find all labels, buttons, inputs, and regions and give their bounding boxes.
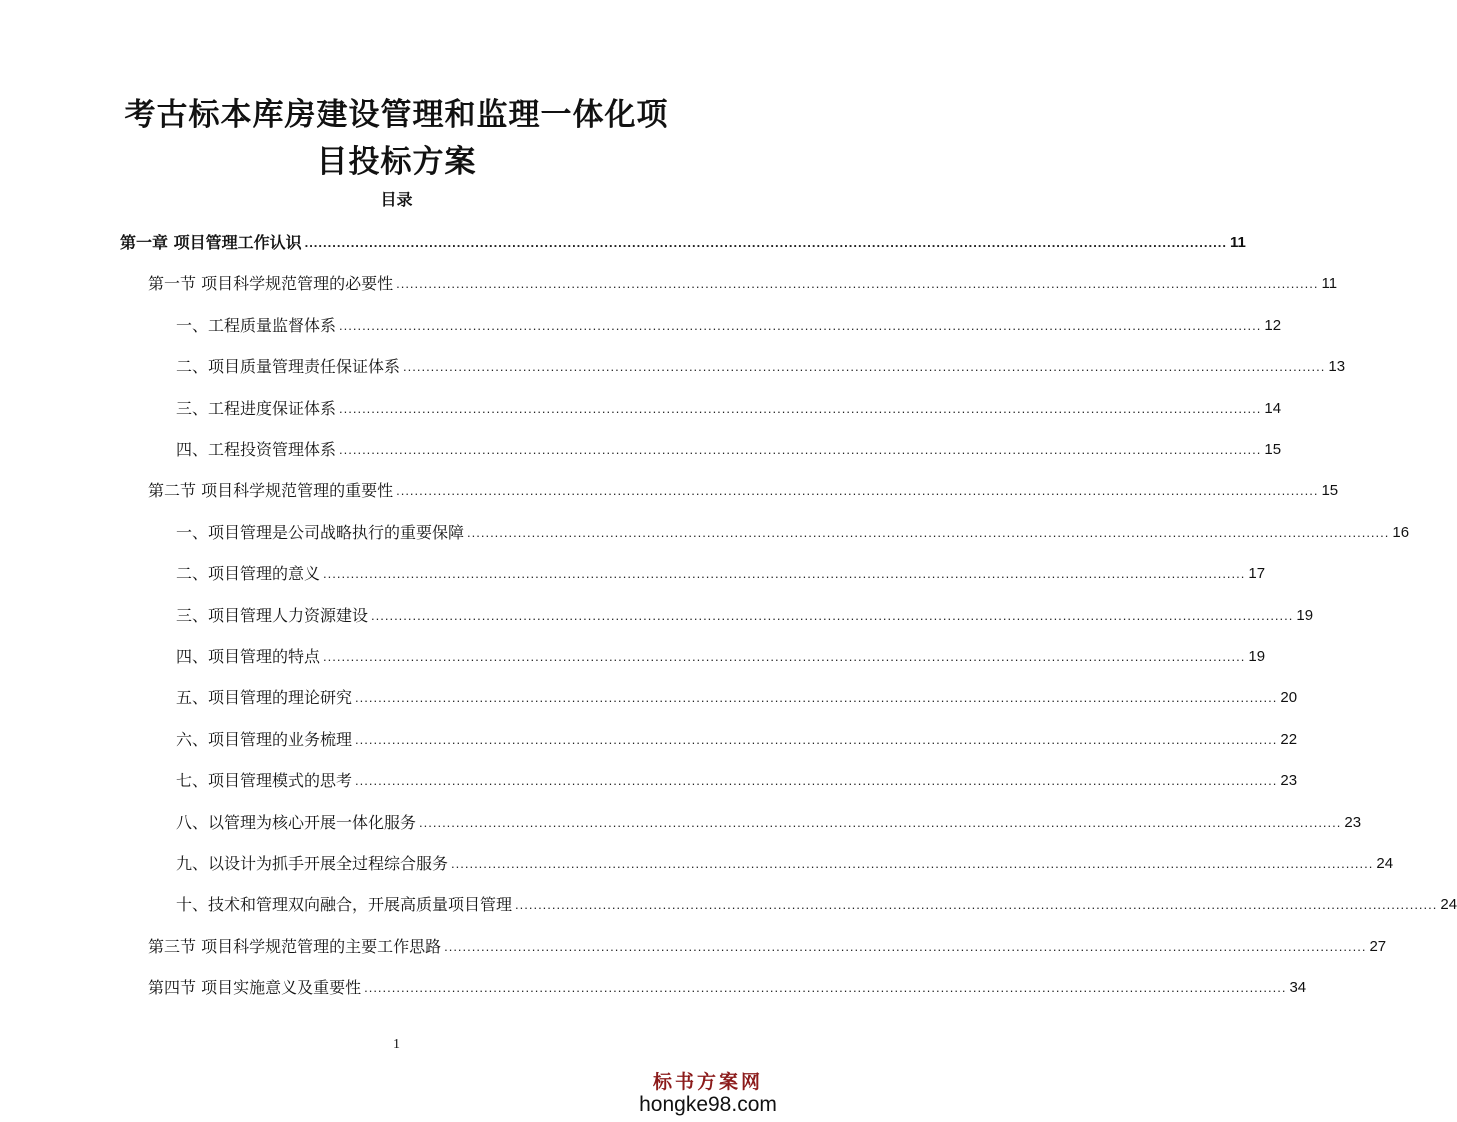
- toc-entry-page: 24: [1376, 855, 1394, 872]
- toc-entry-label: 九、以设计为抓手开展全过程综合服务: [176, 854, 449, 873]
- page-number: 1: [393, 1037, 400, 1052]
- toc-entry-page: 24: [1440, 896, 1457, 914]
- toc-entry-label: 第四节 项目实施意义及重要性: [148, 978, 362, 998]
- toc-entry-label: 一、项目管理是公司战略执行的重要保障: [176, 522, 465, 542]
- toc-leader-dots: ........................................................................................................................................................................................................: [419, 814, 1342, 830]
- toc-entry[interactable]: [148, 973, 1307, 999]
- toc-entry-page: 12: [1264, 316, 1282, 334]
- toc-leader-dots: ........................................................................................................................................................................................................: [396, 483, 1319, 499]
- toc-leader-dots: ........................................................................................................................................................................................................: [396, 276, 1319, 292]
- toc-heading: 目录: [380, 190, 413, 209]
- toc-entry-page: 20: [1280, 689, 1298, 707]
- title-line-2: 目投标方案: [316, 144, 477, 180]
- toc-entry-page: 19: [1296, 606, 1314, 624]
- toc-leader-dots: ........................................................................................................................................................................................................: [371, 607, 1294, 623]
- toc-entry[interactable]: [120, 228, 1246, 254]
- watermark-en: hongke98.com: [639, 1093, 777, 1116]
- toc-entry-page: 16: [1392, 523, 1410, 541]
- toc-leader-dots: ........................................................................................................................................................................................................: [355, 731, 1278, 747]
- toc-entry-label: 二、项目管理的意义: [176, 564, 321, 584]
- toc-entry-page: 11: [1321, 275, 1338, 293]
- toc-entry-label: 第二节 项目科学规范管理的重要性: [148, 481, 394, 501]
- toc-entry-label: 第一节 项目科学规范管理的必要性: [148, 274, 394, 294]
- toc-entry[interactable]: [148, 932, 1387, 958]
- toc-entry[interactable]: [176, 352, 1346, 378]
- toc-entry-label: 第三节 项目科学规范管理的主要工作思路: [148, 936, 442, 956]
- toc-leader-dots: ........................................................................................................................................................................................................: [304, 235, 1227, 250]
- toc-entry-page: 22: [1280, 730, 1298, 748]
- toc-leader-dots: ........................................................................................................................................................................................................: [323, 649, 1246, 664]
- toc-leader-dots: ........................................................................................................................................................................................................: [364, 980, 1287, 996]
- toc-entry-page: 14: [1264, 399, 1282, 417]
- watermark: [633, 1067, 783, 1116]
- toc-entry[interactable]: [176, 683, 1298, 709]
- toc-entry-label: 四、项目管理的特点: [176, 647, 321, 666]
- toc-entry-page: 15: [1264, 441, 1282, 458]
- toc-entry-label: 三、项目管理人力资源建设: [176, 605, 369, 625]
- toc-entry-label: 四、工程投资管理体系: [176, 440, 337, 459]
- toc-entry-label: 第一章 项目管理工作认识: [120, 233, 302, 252]
- toc-entry[interactable]: [148, 269, 1338, 295]
- toc-entry[interactable]: [176, 849, 1394, 875]
- toc-entry[interactable]: [176, 394, 1282, 420]
- toc-entry-label: 七、项目管理模式的思考: [176, 771, 353, 791]
- toc-entry-page: 23: [1280, 772, 1298, 790]
- toc-entry-page: 19: [1248, 648, 1266, 665]
- toc-entry-page: 15: [1321, 482, 1339, 500]
- toc-entry-page: 34: [1289, 979, 1307, 997]
- toc-entry-page: 23: [1344, 813, 1362, 831]
- toc-leader-dots: ........................................................................................................................................................................................................: [355, 773, 1278, 789]
- toc-entry[interactable]: [176, 890, 1457, 916]
- toc-entry[interactable]: [176, 642, 1266, 668]
- toc-entry[interactable]: [148, 476, 1339, 502]
- toc-leader-dots: ........................................................................................................................................................................................................: [403, 359, 1326, 375]
- watermark-cn: 标书方案网: [652, 1071, 763, 1093]
- toc-entry-page: 27: [1369, 937, 1387, 955]
- toc-leader-dots: ........................................................................................................................................................................................................: [323, 566, 1246, 582]
- toc-leader-dots: ........................................................................................................................................................................................................: [339, 442, 1262, 457]
- toc-entry-label: 八、以管理为核心开展一体化服务: [176, 812, 417, 832]
- toc-entry[interactable]: [176, 518, 1410, 544]
- toc-entry-page: 13: [1328, 358, 1346, 376]
- toc-entry-label: 五、项目管理的理论研究: [176, 688, 353, 708]
- toc-entry-label: 一、工程质量监督体系: [176, 315, 337, 335]
- toc-leader-dots: ........................................................................................................................................................................................................: [467, 524, 1390, 540]
- toc-leader-dots: ........................................................................................................................................................................................................: [444, 938, 1367, 954]
- toc-entry[interactable]: [176, 311, 1282, 337]
- toc-entry-page: 11: [1229, 234, 1246, 251]
- toc-entry-label: 六、项目管理的业务梳理: [176, 729, 353, 749]
- toc-entry-label: 十、技术和管理双向融合，开展高质量项目管理: [176, 895, 513, 915]
- toc-leader-dots: ........................................................................................................................................................................................................: [339, 317, 1262, 333]
- toc-entry[interactable]: [176, 808, 1362, 834]
- toc-entry[interactable]: [176, 435, 1282, 461]
- toc-leader-dots: ........................................................................................................................................................................................................: [355, 690, 1278, 706]
- toc-entry[interactable]: [176, 559, 1266, 585]
- toc-entry[interactable]: [176, 725, 1298, 751]
- toc-entry-page: 17: [1248, 565, 1266, 583]
- toc-entry[interactable]: [176, 601, 1314, 627]
- toc-leader-dots: ........................................................................................................................................................................................................: [451, 856, 1374, 871]
- document-title: [100, 92, 693, 186]
- toc-leader-dots: ........................................................................................................................................................................................................: [515, 897, 1438, 913]
- title-line-1: 考古标本库房建设管理和监理一体化项: [124, 97, 669, 133]
- toc-entry-label: 三、工程进度保证体系: [176, 398, 337, 418]
- toc-leader-dots: ........................................................................................................................................................................................................: [339, 400, 1262, 416]
- toc-entry[interactable]: [176, 766, 1298, 792]
- toc-entry-label: 二、项目质量管理责任保证体系: [176, 357, 401, 377]
